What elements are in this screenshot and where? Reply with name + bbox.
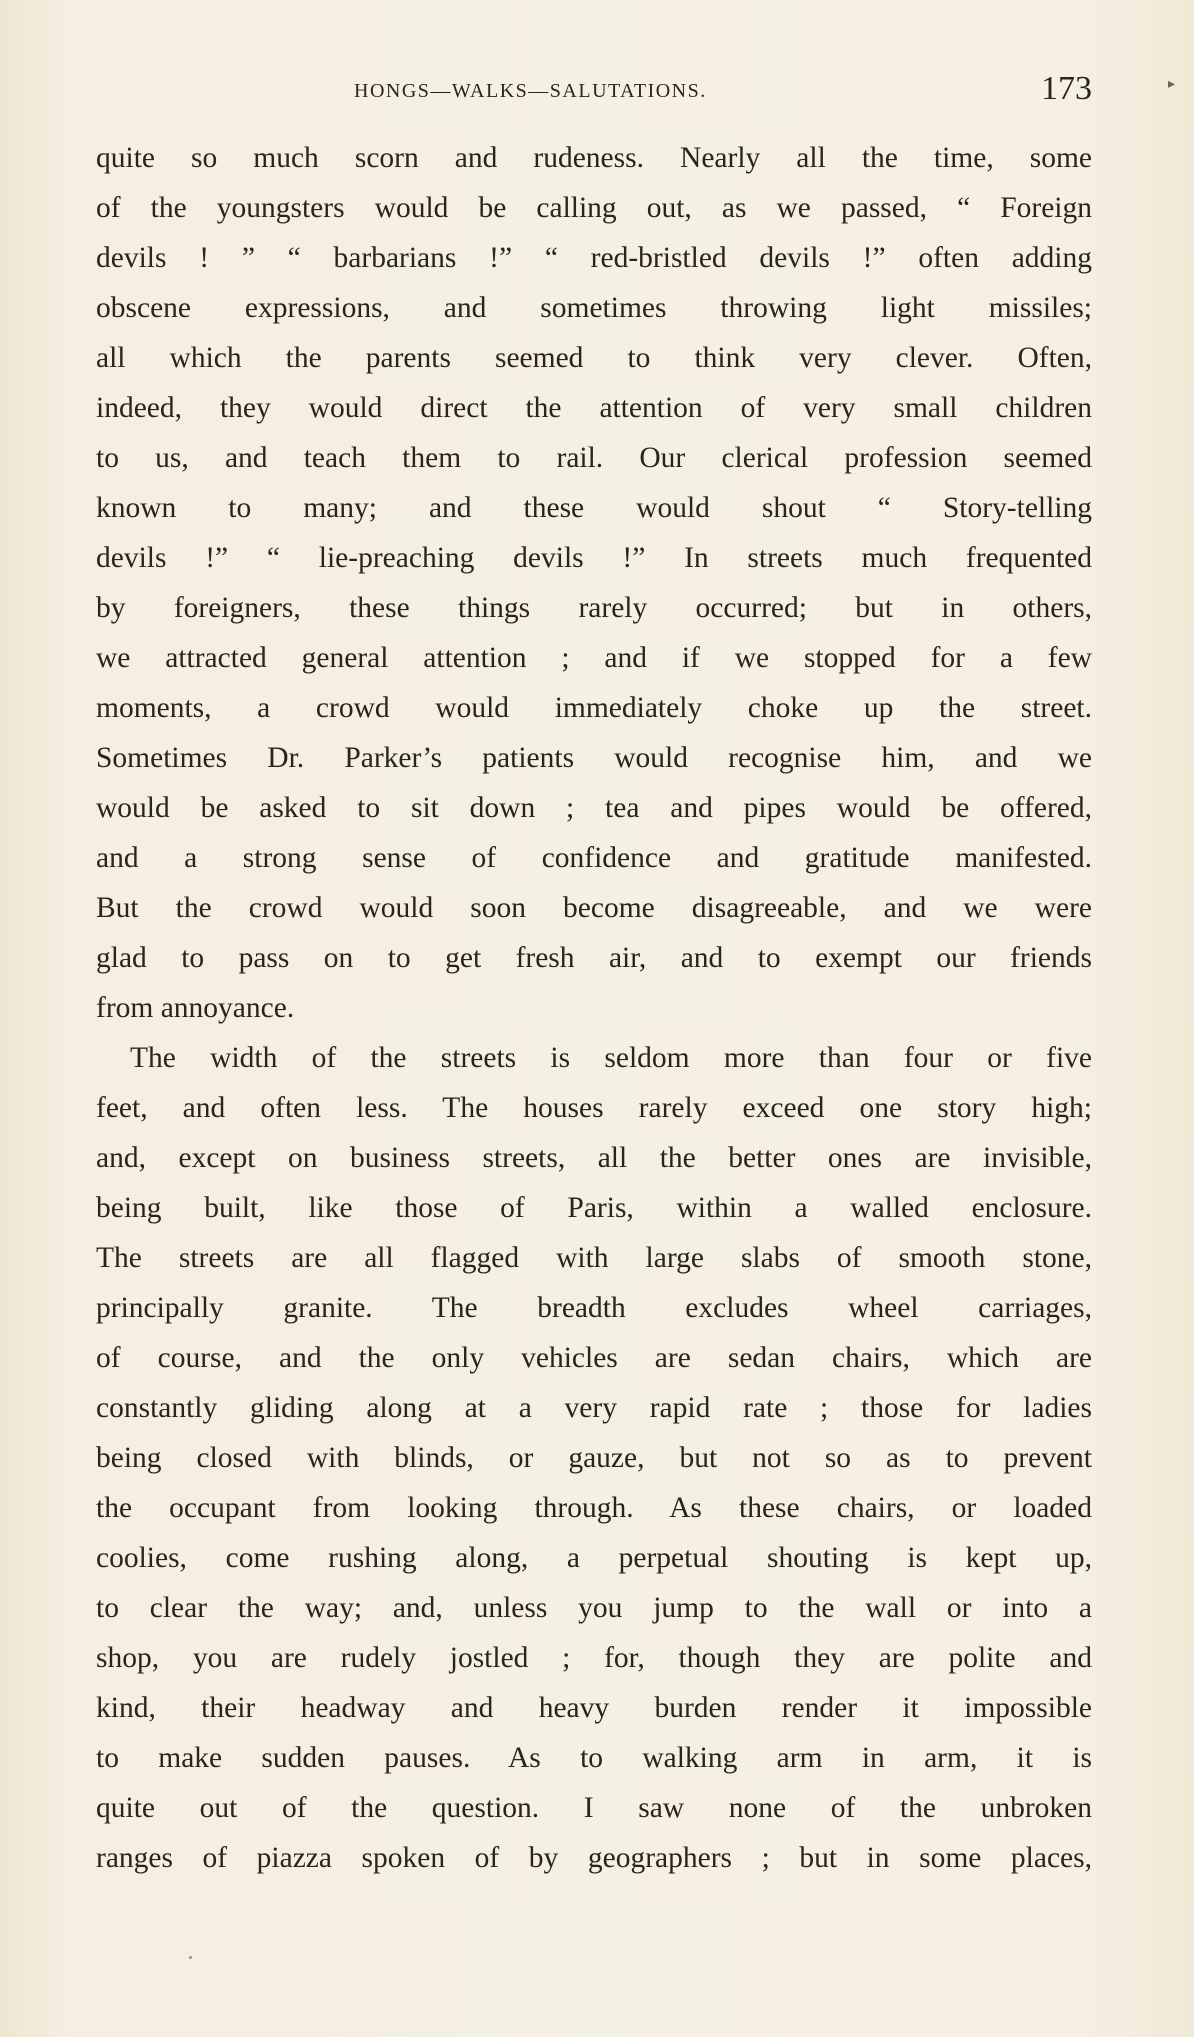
text-line: indeed, they would direct the attention of very small children <box>96 392 1092 424</box>
text-line: constantly gliding along at a very rapid rate ; those for ladies <box>96 1392 1092 1424</box>
text-line: by foreigners, these things rarely occurred; but in others, <box>96 592 1092 624</box>
text-line: to make sudden pauses. As to walking arm in arm, it is <box>96 1742 1092 1774</box>
text-line: we attracted general attention ; and if we stopped for a few <box>96 642 1092 674</box>
paragraph-start-line: The width of the streets is seldom more than four or five <box>130 1042 1092 1074</box>
text-line: glad to pass on to get fresh air, and to exempt our friends <box>96 942 1092 974</box>
paragraph-end-line: from annoyance. <box>96 992 295 1024</box>
text-line: known to many; and these would shout “ Story-telling <box>96 492 1092 524</box>
text-line: kind, their headway and heavy burden render it impossible <box>96 1692 1092 1724</box>
page-header <box>96 70 1092 114</box>
text-line: moments, a crowd would immediately choke up the street. <box>96 692 1092 724</box>
text-line: to clear the way; and, unless you jump to the wall or into a <box>96 1592 1092 1624</box>
text-line: shop, you are rudely jostled ; for, though they are polite and <box>96 1642 1092 1674</box>
text-line: quite so much scorn and rudeness. Nearly all the time, some <box>96 142 1092 174</box>
text-line: quite out of the question. I saw none of the unbroken <box>96 1792 1092 1824</box>
text-line: all which the parents seemed to think very clever. Often, <box>96 342 1092 374</box>
text-line: obscene expressions, and sometimes throwing light missiles; <box>96 292 1092 324</box>
text-line: Sometimes Dr. Parker’s patients would recognise him, and we <box>96 742 1092 774</box>
text-line: principally granite. The breadth excludes wheel carriages, <box>96 1292 1092 1324</box>
text-line: devils ! ” “ barbarians !” “ red-bristled devils !” often adding <box>96 242 1092 274</box>
text-line: and, except on business streets, all the better ones are invisible, <box>96 1142 1092 1174</box>
text-line: being built, like those of Paris, within a walled enclosure. <box>96 1192 1092 1224</box>
text-line: feet, and often less. The houses rarely exceed one story high; <box>96 1092 1092 1124</box>
text-line: would be asked to sit down ; tea and pipes would be offered, <box>96 792 1092 824</box>
text-line: But the crowd would soon become disagreeable, and we were <box>96 892 1092 924</box>
text-line: of course, and the only vehicles are sedan chairs, which are <box>96 1342 1092 1374</box>
text-line: of the youngsters would be calling out, as we passed, “ Foreign <box>96 192 1092 224</box>
text-line: The streets are all flagged with large slabs of smooth stone, <box>96 1242 1092 1274</box>
text-line: the occupant from looking through. As these chairs, or loaded <box>96 1492 1092 1524</box>
paper-speck <box>189 1956 192 1959</box>
text-line: coolies, come rushing along, a perpetual shouting is kept up, <box>96 1542 1092 1574</box>
body-text <box>96 133 1092 1883</box>
running-head: HONGS—WALKS—SALUTATIONS. <box>354 80 707 102</box>
text-line: to us, and teach them to rail. Our clerical profession seemed <box>96 442 1092 474</box>
text-line: ranges of piazza spoken of by geographers ; but in some places, <box>96 1842 1092 1874</box>
text-line: being closed with blinds, or gauze, but not so as to prevent <box>96 1442 1092 1474</box>
page-number: 173 <box>1041 70 1092 107</box>
text-line: and a strong sense of confidence and gratitude manifested. <box>96 842 1092 874</box>
corner-mark-icon: ▸ <box>1168 77 1176 92</box>
text-line: devils !” “ lie-preaching devils !” In streets much frequented <box>96 542 1092 574</box>
